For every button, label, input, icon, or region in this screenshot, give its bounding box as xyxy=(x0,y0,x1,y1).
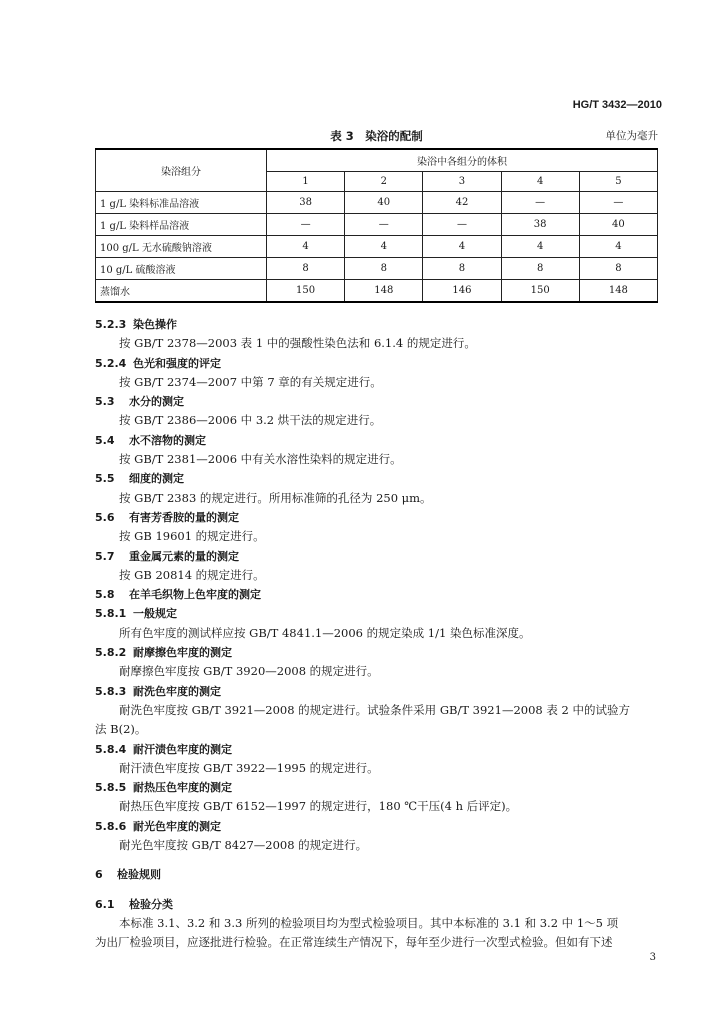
section-heading: 5.8.2 耐摩擦色牢度的测定 xyxy=(95,646,232,660)
col-header: 1 xyxy=(267,172,345,192)
table-row xyxy=(96,258,658,280)
section-text: 本标准 3.1、3.2 和 3.3 所列的检验项目均为型式检验项目。其中本标准的 3.1 和 3.2 中 1～5 项 xyxy=(119,915,619,930)
header-volume-group: 染浴中各组分的体积 xyxy=(267,149,658,172)
row-label: 蒸馏水 xyxy=(96,280,267,303)
table-unit: 单位为毫升 xyxy=(605,130,658,142)
table-cell: 4 xyxy=(579,236,657,258)
section-heading: 5.8.6 耐光色牢度的测定 xyxy=(95,819,221,833)
table-cell: 8 xyxy=(423,258,501,280)
header-component: 染浴组分 xyxy=(96,149,267,192)
section-text: 按 GB 19601 的规定进行。 xyxy=(119,529,265,544)
table-row xyxy=(96,192,658,214)
table-cell: 40 xyxy=(579,214,657,236)
section-text: 按 GB/T 2386—2006 中 3.2 烘干法的规定进行。 xyxy=(119,413,382,428)
table-caption xyxy=(95,128,658,144)
page-number: 3 xyxy=(649,952,656,963)
section-text: 按 GB/T 2378—2003 表 1 中的强酸性染色法和 6.1.4 的规定进行。 xyxy=(119,336,476,351)
section-text: 耐光色牢度按 GB/T 8427—2008 的规定进行。 xyxy=(119,838,368,853)
table-cell: — xyxy=(423,214,501,236)
table-cell: 42 xyxy=(423,192,501,214)
row-label: 1 g/L 染料标准品溶液 xyxy=(96,192,267,214)
table-cell: 40 xyxy=(345,192,423,214)
section-heading: 5.5 细度的测定 xyxy=(95,472,184,486)
section-heading: 5.8.5 耐热压色牢度的测定 xyxy=(95,781,232,795)
section-text-continued: 法 B(2)。 xyxy=(95,722,147,737)
section-text-continued: 为出厂检验项目，应逐批进行检验。在正常连续生产情况下，每年至少进行一次型式检验。但如有下述 xyxy=(95,935,613,950)
section-heading: 6.1 检验分类 xyxy=(95,897,173,911)
section-text: 所有色牢度的测试样应按 GB/T 4841.1—2006 的规定染成 1/1 染色标准深度。 xyxy=(119,625,531,640)
section-heading: 5.3 水分的测定 xyxy=(95,395,184,409)
table-cell: 8 xyxy=(501,258,579,280)
document-body xyxy=(95,315,661,953)
section-text: 耐汗渍色牢度按 GB/T 3922—1995 的规定进行。 xyxy=(119,760,379,775)
table-cell: 148 xyxy=(579,280,657,303)
table-cell: 8 xyxy=(345,258,423,280)
table-cell: 146 xyxy=(423,280,501,303)
standard-code: HG/T 3432—2010 xyxy=(572,99,662,111)
section-heading: 5.8.4 耐汗渍色牢度的测定 xyxy=(95,742,232,756)
table-row xyxy=(96,280,658,303)
section-heading: 5.2.4 色光和强度的评定 xyxy=(95,356,221,370)
table-cell: 4 xyxy=(501,236,579,258)
dye-bath-table xyxy=(95,148,658,303)
chapter-heading: 6 检验规则 xyxy=(95,868,161,882)
table-cell: — xyxy=(501,192,579,214)
table-cell: — xyxy=(579,192,657,214)
section-heading: 5.8.1 一般规定 xyxy=(95,607,177,621)
row-label: 1 g/L 染料样品溶液 xyxy=(96,214,267,236)
col-header: 4 xyxy=(501,172,579,192)
table-cell: 148 xyxy=(345,280,423,303)
table-cell: 4 xyxy=(345,236,423,258)
table-cell: — xyxy=(267,214,345,236)
section-text: 按 GB/T 2374—2007 中第 7 章的有关规定进行。 xyxy=(119,374,382,389)
table-row xyxy=(96,236,658,258)
table-cell: 38 xyxy=(501,214,579,236)
section-heading: 5.8.3 耐洗色牢度的测定 xyxy=(95,684,221,698)
table-cell: 8 xyxy=(579,258,657,280)
table-cell: 150 xyxy=(267,280,345,303)
col-header: 3 xyxy=(423,172,501,192)
table-row xyxy=(96,214,658,236)
section-text: 耐洗色牢度按 GB/T 3921—2008 的规定进行。试验条件采用 GB/T 3921—2008 表 2 中的试验方 xyxy=(119,702,630,717)
row-label: 100 g/L 无水硫酸钠溶液 xyxy=(96,236,267,258)
section-text: 按 GB/T 2381—2006 中有关水溶性染料的规定进行。 xyxy=(119,452,402,467)
col-header: 5 xyxy=(579,172,657,192)
section-text: 按 GB/T 2383 的规定进行。所用标准筛的孔径为 250 μm。 xyxy=(119,490,432,505)
table-cell: 4 xyxy=(423,236,501,258)
table-header-row xyxy=(96,149,658,172)
table-cell: 150 xyxy=(501,280,579,303)
table-cell: 38 xyxy=(267,192,345,214)
section-heading: 5.2.3 染色操作 xyxy=(95,318,177,331)
table-cell: 4 xyxy=(267,236,345,258)
section-heading: 5.7 重金属元素的量的测定 xyxy=(95,549,239,563)
section-text: 耐摩擦色牢度按 GB/T 3920—2008 的规定进行。 xyxy=(119,664,379,679)
table-cell: — xyxy=(345,214,423,236)
section-heading: 5.4 水不溶物的测定 xyxy=(95,433,206,447)
table-title: 表 3 染浴的配制 xyxy=(330,129,423,143)
col-header: 2 xyxy=(345,172,423,192)
section-text: 按 GB 20814 的规定进行。 xyxy=(119,567,265,582)
section-text: 耐热压色牢度按 GB/T 6152—1997 的规定进行，180 ℃干压(4 h 后评定)。 xyxy=(119,799,518,814)
row-label: 10 g/L 硫酸溶液 xyxy=(96,258,267,280)
table-cell: 8 xyxy=(267,258,345,280)
section-heading: 5.8 在羊毛织物上色牢度的测定 xyxy=(95,588,261,602)
section-heading: 5.6 有害芳香胺的量的测定 xyxy=(95,510,239,524)
